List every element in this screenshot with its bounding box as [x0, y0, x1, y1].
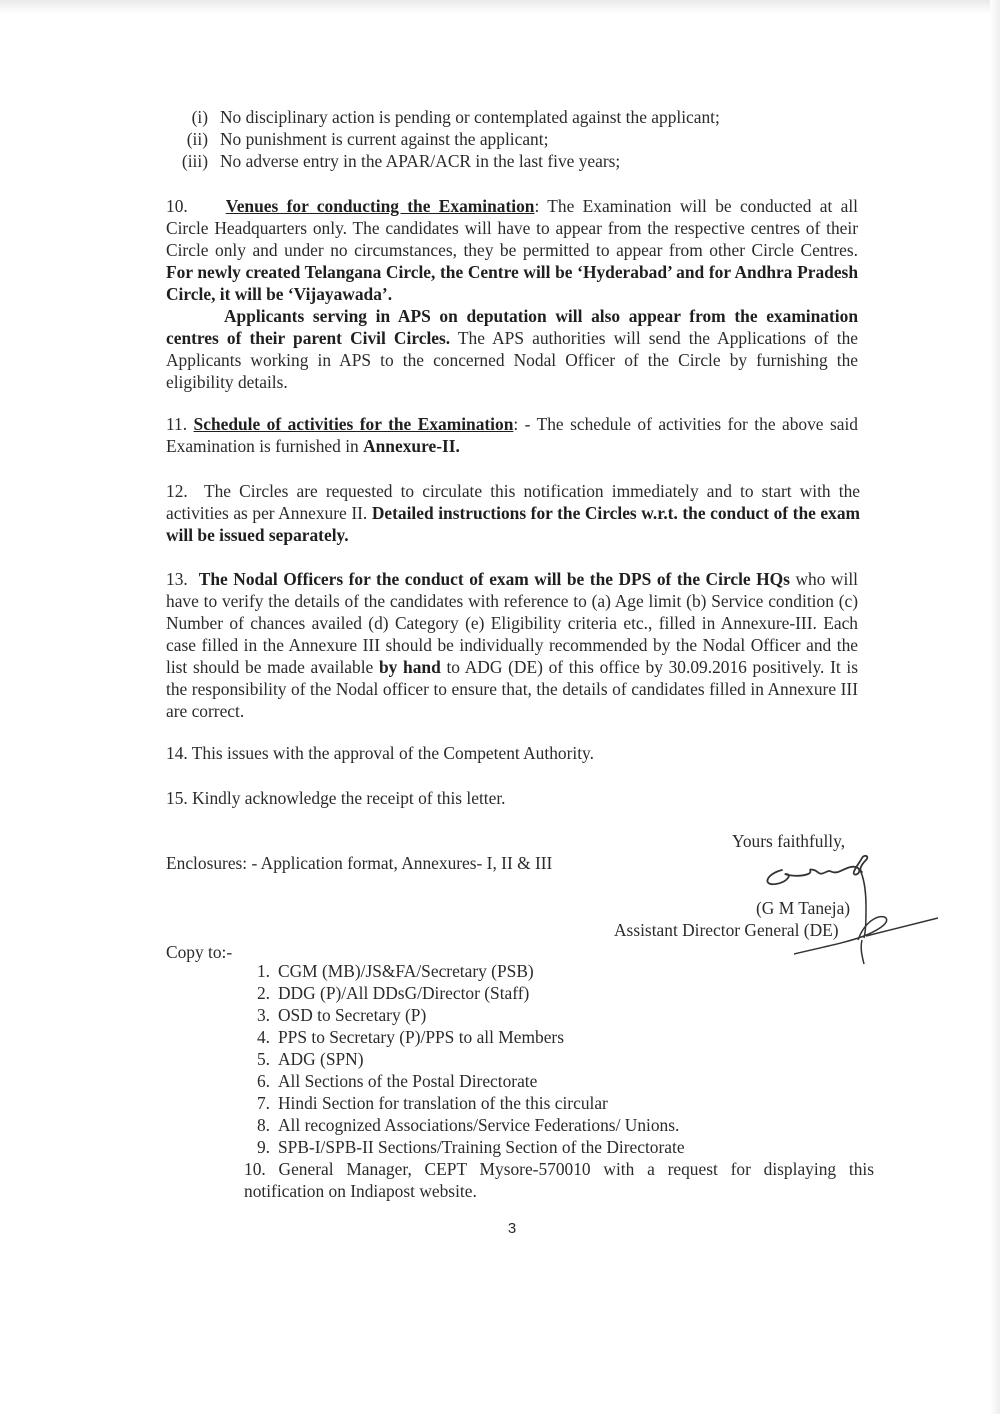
list-item — [244, 1114, 874, 1136]
para-number: 12. — [166, 481, 188, 501]
scan-edge — [990, 0, 1000, 1414]
para-bold-text: For newly created Telangana Circle, the Centre will be ‘Hyderabad’ and for Andhra Pradesh Circle, it will be ‘Vijayawada’. — [166, 262, 858, 304]
list-item — [244, 1158, 874, 1202]
list-number: 9. — [256, 1137, 270, 1157]
signatory-designation: Assistant Director General (DE) — [614, 920, 839, 940]
list-number: 5. — [256, 1049, 270, 1069]
copy-to-list — [244, 960, 874, 1202]
list-text: General Manager, CEPT Mysore-570010 with a request for displaying this notification on Indiapost website. — [244, 1159, 874, 1201]
paragraph-14: 14. This issues with the approval of the Competent Authority. — [166, 743, 594, 763]
list-text: PPS to Secretary (P)/PPS to all Members — [278, 1027, 564, 1047]
closing-salutation: Yours faithfully, — [732, 831, 846, 851]
enclosures-line: Enclosures: - Application format, Annexures- I, II & III — [166, 853, 553, 873]
list-text: SPB-I/SPB-II Sections/Training Section of the Directorate — [278, 1137, 685, 1157]
list-number: 4. — [256, 1027, 270, 1047]
list-text: Hindi Section for translation of the this circular — [278, 1093, 608, 1113]
paragraph-12 — [166, 480, 860, 546]
para-heading: Schedule of activities for the Examination — [193, 414, 514, 434]
list-item — [244, 1048, 874, 1070]
condition-text: No adverse entry in the APAR/ACR in the last five years; — [220, 151, 621, 171]
list-item — [244, 1136, 874, 1158]
para-text: : The Examination will be conducted at all Circle Headquarters only. The candidates will have to appear from the respective centres of their Circle only and under no circumstances, they be permitted to appear from other Circle Centres. — [166, 196, 858, 260]
list-text: All recognized Associations/Service Federations/ Unions. — [278, 1115, 680, 1135]
para-bold-text: Annexure-II. — [363, 436, 460, 456]
paragraph-13 — [166, 568, 858, 722]
list-number: 8. — [256, 1115, 270, 1135]
para-bold-text: by hand — [378, 657, 441, 677]
paragraph-10 — [166, 195, 858, 305]
para-bold-text: Applicants serving in APS on deputation will also appear from the examination centres of their parent Civil Circles. — [166, 306, 858, 348]
condition-text: No punishment is current against the applicant; — [220, 129, 549, 149]
para-number: 13. — [166, 569, 188, 589]
list-number: 1. — [256, 961, 270, 981]
condition-item — [164, 106, 720, 128]
list-item — [244, 960, 874, 982]
signatory-name: (G M Taneja) — [756, 898, 851, 918]
para-text: The Circles are requested to circulate this notification immediately and to start with the activities as per Annexure II. — [166, 481, 860, 523]
paragraph-11 — [166, 413, 858, 457]
list-number: 3. — [256, 1005, 270, 1025]
list-number: 7. — [256, 1093, 270, 1113]
para-text: : - The schedule of activities for the above said Examination is furnished in — [166, 414, 858, 456]
list-text: OSD to Secretary (P) — [278, 1005, 427, 1025]
para-number: 11. — [166, 414, 188, 434]
condition-number: (i) — [191, 107, 208, 127]
condition-item — [164, 128, 548, 150]
list-item — [244, 1026, 874, 1048]
list-item — [244, 982, 874, 1004]
para-bold-text: Detailed instructions for the Circles w.r.t. the conduct of the exam will be issued separately. — [166, 503, 860, 545]
list-item — [244, 1092, 874, 1114]
list-text: CGM (MB)/JS&FA/Secretary (PSB) — [278, 961, 534, 981]
para-heading: Venues for conducting the Examination — [225, 196, 535, 216]
para-text: to ADG (DE) of this office by 30.09.2016 positively. It is the responsibility of the Nodal officer to ensure that, the details of candidates filled in Annexure III are correct. — [166, 657, 858, 721]
condition-text: No disciplinary action is pending or contemplated against the applicant; — [220, 107, 720, 127]
para-bold-text: The Nodal Officers for the conduct of exam will be the DPS of the Circle HQs — [198, 569, 790, 589]
condition-item — [164, 150, 620, 172]
paragraph-10-aps — [166, 305, 858, 393]
list-text: ADG (SPN) — [278, 1049, 364, 1069]
list-text: All Sections of the Postal Directorate — [278, 1071, 538, 1091]
list-number: 2. — [256, 983, 270, 1003]
condition-number: (ii) — [186, 129, 208, 149]
list-number: 6. — [256, 1071, 270, 1091]
paragraph-15: 15. Kindly acknowledge the receipt of this letter. — [166, 788, 506, 808]
condition-number: (iii) — [181, 151, 208, 171]
list-item — [244, 1070, 874, 1092]
list-item — [244, 1004, 874, 1026]
list-number: 10. — [244, 1159, 266, 1179]
list-text: DDG (P)/All DDsG/Director (Staff) — [278, 983, 530, 1003]
para-text: The APS authorities will send the Applications of the Applicants working in APS to the concerned Nodal Officer of the Circle by furnishing the eligibility details. — [166, 328, 858, 392]
para-number: 10. — [166, 196, 188, 216]
copy-to-label: Copy to:- — [166, 942, 233, 962]
para-text: who will have to verify the details of the candidates with reference to (a) Age limit (b) Service condition (c) Number of chances availed (d) Category (e) Eligibility criteria etc., filled in Annexure-III. Each case filled in the Annexure III should be individually recommended by the Nodal Officer and the list should be made available — [166, 569, 858, 677]
page-number: 3 — [507, 1220, 517, 1237]
